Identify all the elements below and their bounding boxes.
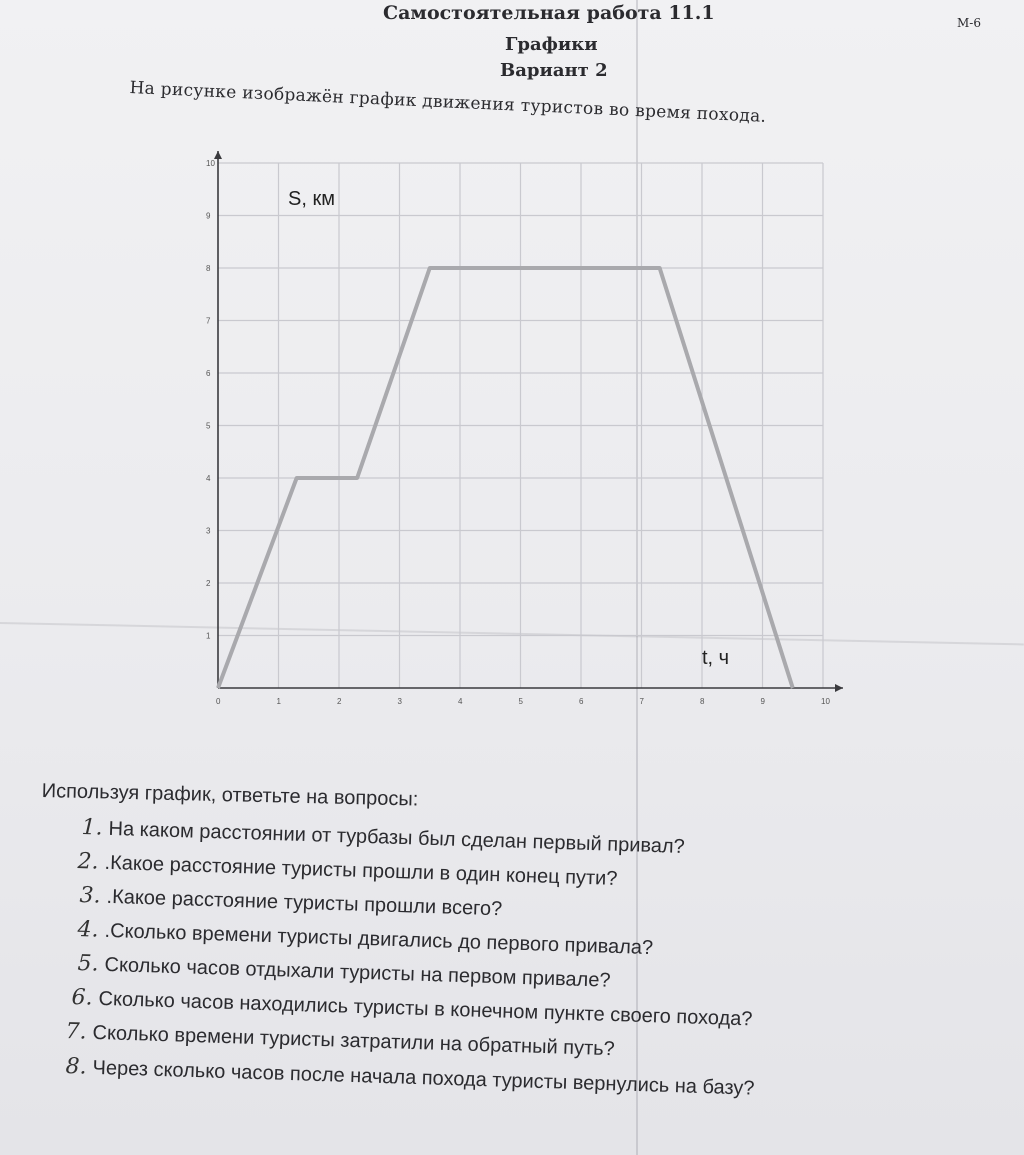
x-tick-label: 2 <box>337 697 342 706</box>
variant-label: Вариант 2 <box>500 60 608 81</box>
chart-grid <box>218 163 823 688</box>
question-text: На каком расстоянии от турбазы был сделан первый привал? <box>108 817 686 858</box>
question-number: 4. <box>77 917 99 943</box>
question-number: 1. <box>81 815 103 841</box>
x-tick-label: 3 <box>397 697 402 706</box>
y-tick-label: 7 <box>206 316 211 326</box>
question-number: 5. <box>77 951 99 977</box>
intro-text: На рисунке изображён график движения туристов во время похода. <box>129 78 767 127</box>
x-tick-label: 4 <box>458 697 463 706</box>
question-number: 3. <box>79 883 101 909</box>
worksheet-subtitle: Графики <box>505 34 598 55</box>
x-tick-label: 1 <box>276 697 281 706</box>
y-tick-label: 5 <box>206 421 211 431</box>
y-tick-label: 1 <box>206 631 211 641</box>
x-axis-label: t, ч <box>702 647 730 669</box>
chart-axes <box>214 151 843 692</box>
question-number: 8. <box>65 1054 87 1080</box>
distance-time-chart <box>190 130 850 750</box>
x-tick-label: 9 <box>760 697 765 706</box>
question-text: Через сколько часов после начала похода туристы вернулись на базу? <box>92 1056 755 1100</box>
question-number: 7. <box>65 1019 87 1045</box>
y-axis-arrow <box>214 151 222 159</box>
y-tick-label: 9 <box>206 211 211 221</box>
x-tick-label: 8 <box>700 697 705 706</box>
y-tick-label: 2 <box>206 579 211 588</box>
y-tick-label: 8 <box>206 264 211 273</box>
question-text: .Сколько времени туристы двигались до первого привала? <box>104 919 654 960</box>
x-axis-arrow <box>835 684 843 692</box>
page-code: М-6 <box>957 16 981 30</box>
question-number: 6. <box>71 985 93 1011</box>
questions-prompt: Используя график, ответьте на вопросы: <box>41 780 419 811</box>
y-axis-label: S, км <box>288 188 335 210</box>
worksheet-title: Самостоятельная работа 11.1 <box>383 2 715 24</box>
x-tick-label: 7 <box>639 697 644 706</box>
x-tick-label: 5 <box>518 697 523 706</box>
y-tick-label: 10 <box>206 159 215 168</box>
y-tick-label: 6 <box>206 369 211 378</box>
y-tick-label: 4 <box>206 474 211 483</box>
question-text: Сколько часов отдыхали туристы на первом привале? <box>104 953 611 992</box>
question-text: .Какое расстояние туристы прошли в один конец пути? <box>104 851 618 890</box>
question-number: 2. <box>77 849 99 875</box>
chart-ticks <box>206 159 830 706</box>
question-text: .Какое расстояние туристы прошли всего? <box>106 885 503 921</box>
y-tick-label: 3 <box>206 526 211 536</box>
question-text: Сколько часов находились туристы в конечном пункте своего похода? <box>98 987 753 1031</box>
question-text: Сколько времени туристы затратили на обратный путь? <box>92 1021 616 1061</box>
x-tick-label: 6 <box>579 697 584 706</box>
x-tick-label: 10 <box>821 697 830 706</box>
x-tick-label: 0 <box>216 697 221 706</box>
